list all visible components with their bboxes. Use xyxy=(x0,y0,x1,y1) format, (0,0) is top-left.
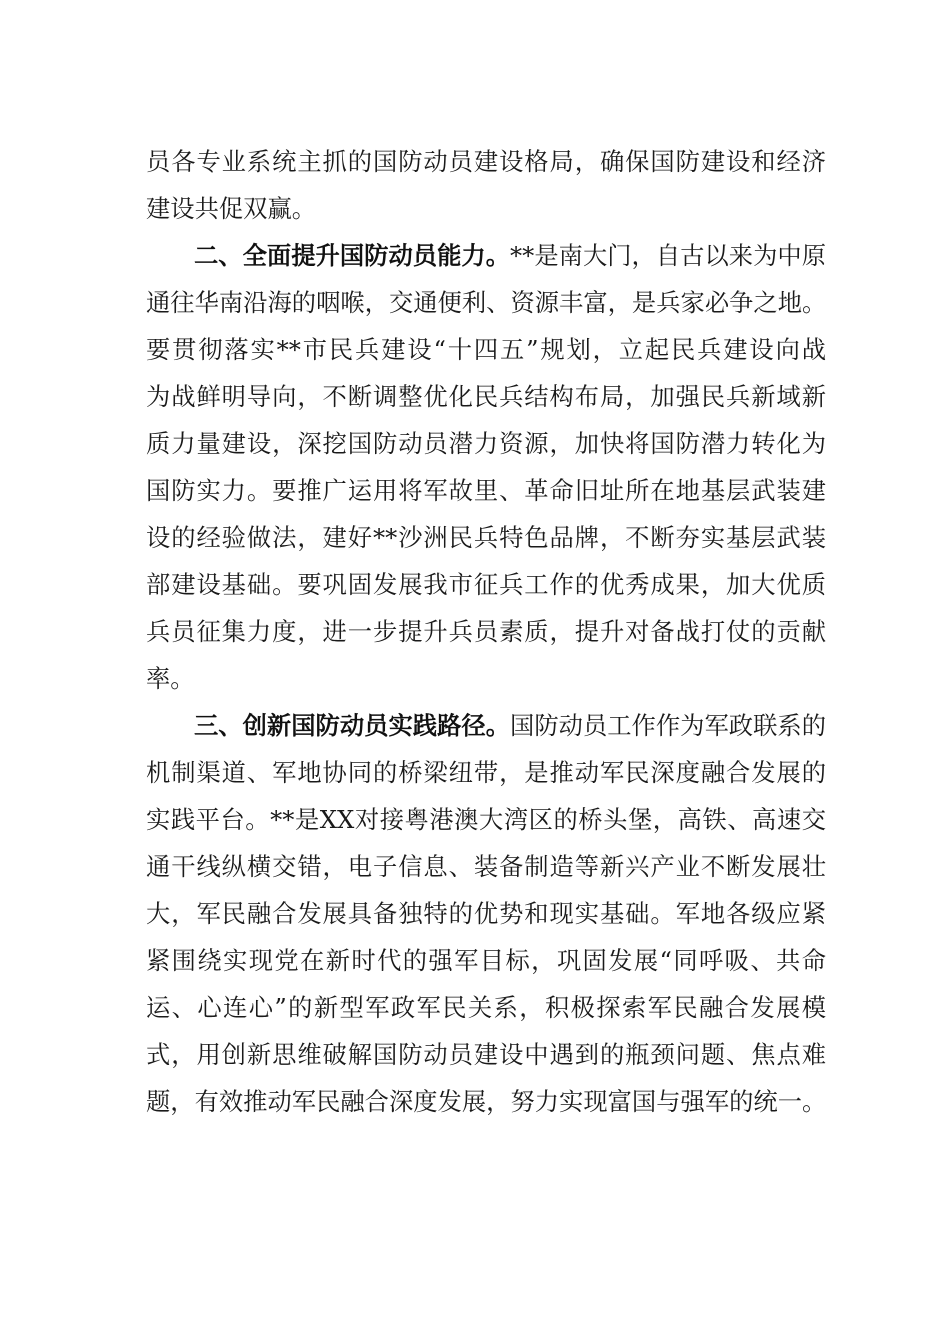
paragraph-line: 国防实力。要推广运用将军故里、革命旧址所在地基层武装建 xyxy=(146,476,826,505)
paragraph-line: 兵员征集力度，进一步提升兵员素质，提升对备战打仗的贡献 xyxy=(146,617,826,646)
section-two-heading: 二、全面提升国防动员能力。 xyxy=(194,241,511,270)
paragraph-line: 要贯彻落实**市民兵建设“十四五”规划，立起民兵建设向战 xyxy=(146,335,826,364)
section-two-first-text: **是南大门，自古以来为中原 xyxy=(510,241,827,270)
paragraph-line: 部建设基础。要巩固发展我市征兵工作的优秀成果，加大优质 xyxy=(146,570,826,599)
section-three-first-line xyxy=(194,706,826,746)
paragraph-line: 员各专业系统主抓的国防动员建设格局，确保国防建设和经济 xyxy=(146,147,826,176)
paragraph-line: 运、心连心”的新型军政军民关系，积极探索军民融合发展模 xyxy=(146,993,826,1022)
paragraph-line: 机制渠道、军地协同的桥梁纽带，是推动军民深度融合发展的 xyxy=(146,758,826,787)
paragraph-line: 通往华南沿海的咽喉，交通便利、资源丰富，是兵家必争之地。 xyxy=(146,288,827,317)
paragraph-line: 紧围绕实现党在新时代的强军目标，巩固发展“同呼吸、共命 xyxy=(146,946,826,975)
paragraph-line: 率。 xyxy=(146,664,195,693)
section-three-heading: 三、创新国防动员实践路径。 xyxy=(194,711,511,740)
paragraph-line: 式，用创新思维破解国防动员建设中遇到的瓶颈问题、焦点难 xyxy=(146,1040,826,1069)
paragraph-line: 建设共促双赢。 xyxy=(146,194,317,223)
paragraph-line: 设的经验做法，建好**沙洲民兵特色品牌，不断夯实基层武装 xyxy=(146,523,826,552)
paragraph-line: 为战鲜明导向，不断调整优化民兵结构布局，加强民兵新域新 xyxy=(146,382,826,411)
paragraph-line: 通干线纵横交错，电子信息、装备制造等新兴产业不断发展壮 xyxy=(146,852,826,881)
section-two-first-line xyxy=(194,236,826,276)
section-three-first-text: 国防动员工作作为军政联系的 xyxy=(510,711,827,740)
paragraph-line: 实践平台。**是XX对接粤港澳大湾区的桥头堡，高铁、高速交 xyxy=(146,805,826,834)
paragraph-line: 大，军民融合发展具备独特的优势和现实基础。军地各级应紧 xyxy=(146,899,826,928)
paragraph-line: 题，有效推动军民融合深度发展，努力实现富国与强军的统一。 xyxy=(146,1087,827,1116)
paragraph-line: 质力量建设，深挖国防动员潜力资源，加快将国防潜力转化为 xyxy=(146,429,826,458)
